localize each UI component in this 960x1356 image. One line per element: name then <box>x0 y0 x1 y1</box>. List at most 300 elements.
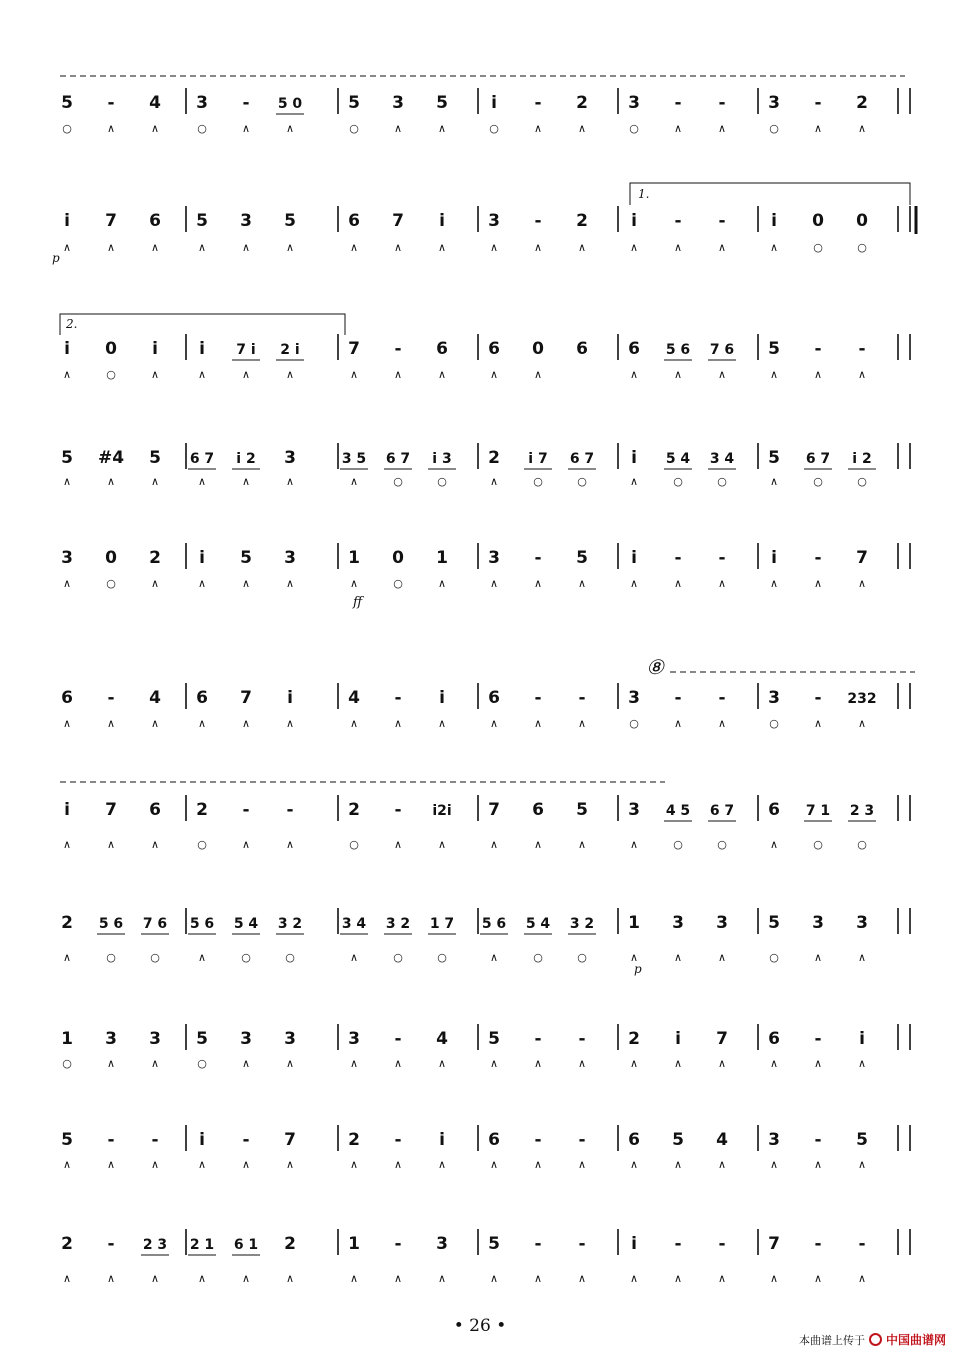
dash-mark: - <box>718 93 726 113</box>
accent-mark: ∧ <box>769 368 779 381</box>
open-bow-mark: ○ <box>813 838 823 851</box>
note: i <box>439 1130 445 1150</box>
accent-mark: ∧ <box>437 577 447 590</box>
note: 7 <box>240 688 252 708</box>
open-bow-mark: ○ <box>285 951 295 964</box>
accent-mark: ∧ <box>437 1272 447 1285</box>
note: 5 <box>240 548 252 568</box>
accent-mark: ∧ <box>673 577 683 590</box>
open-bow-mark: ○ <box>673 838 683 851</box>
note: 0 <box>532 339 544 359</box>
note: 5 <box>284 211 296 231</box>
accent-mark: ∧ <box>197 1158 207 1171</box>
accent-mark: ∧ <box>629 475 639 488</box>
note: 5 <box>768 339 780 359</box>
accent-mark: ∧ <box>437 368 447 381</box>
note: 3 <box>628 93 640 113</box>
note: 2 <box>628 1029 640 1049</box>
accent-mark: ∧ <box>769 241 779 254</box>
note: 6 1 <box>233 1237 259 1253</box>
note: i 2 <box>852 451 872 467</box>
accent-mark: ∧ <box>489 475 499 488</box>
accent-mark: ∧ <box>717 951 727 964</box>
note: 6 <box>628 339 640 359</box>
accent-mark: ∧ <box>857 368 867 381</box>
note: 5 <box>348 93 360 113</box>
page-number: • 26 • <box>453 1316 507 1336</box>
open-bow-mark: ○ <box>813 241 823 254</box>
open-bow-mark: ○ <box>106 368 116 381</box>
dash-mark: - <box>242 800 250 820</box>
note: 6 <box>628 1130 640 1150</box>
note: 5 <box>149 448 161 468</box>
note: 5 4 <box>525 916 551 932</box>
accent-mark: ∧ <box>717 1057 727 1070</box>
accent-mark: ∧ <box>489 717 499 730</box>
accent-mark: ∧ <box>62 717 72 730</box>
accent-mark: ∧ <box>489 368 499 381</box>
note: 6 <box>768 800 780 820</box>
note: 3 5 <box>341 451 367 467</box>
note: 3 <box>768 688 780 708</box>
dash-mark: - <box>718 688 726 708</box>
accent-mark: ∧ <box>349 1272 359 1285</box>
accent-mark: ∧ <box>150 1272 160 1285</box>
note: 6 7 <box>385 451 411 467</box>
open-bow-mark: ○ <box>393 577 403 590</box>
accent-mark: ∧ <box>349 577 359 590</box>
open-bow-mark: ○ <box>150 951 160 964</box>
dash-mark: - <box>578 688 586 708</box>
open-bow-mark: ○ <box>577 951 587 964</box>
accent-mark: ∧ <box>577 838 587 851</box>
note: 3 <box>628 800 640 820</box>
accent-mark: ∧ <box>106 717 116 730</box>
note: 6 <box>532 800 544 820</box>
note: 5 <box>196 211 208 231</box>
note: i <box>771 211 777 231</box>
note: 5 4 <box>233 916 259 932</box>
dash-mark: - <box>814 93 822 113</box>
dash-mark: - <box>578 1130 586 1150</box>
dash-mark: - <box>814 1029 822 1049</box>
accent-mark: ∧ <box>349 951 359 964</box>
upload-credit: 本曲谱上传于 <box>798 1333 865 1347</box>
accent-mark: ∧ <box>393 1057 403 1070</box>
accent-mark: ∧ <box>769 1057 779 1070</box>
accent-mark: ∧ <box>197 368 207 381</box>
accent-mark: ∧ <box>769 1158 779 1171</box>
accent-mark: ∧ <box>62 838 72 851</box>
dash-mark: - <box>286 800 294 820</box>
accent-mark: ∧ <box>857 122 867 135</box>
open-bow-mark: ○ <box>769 122 779 135</box>
note: 3 <box>392 93 404 113</box>
note: i <box>631 1234 637 1254</box>
accent-mark: ∧ <box>285 122 295 135</box>
accent-mark: ∧ <box>106 838 116 851</box>
accent-mark: ∧ <box>197 475 207 488</box>
accent-mark: ∧ <box>150 1057 160 1070</box>
note: 7 <box>856 548 868 568</box>
accent-mark: ∧ <box>393 1158 403 1171</box>
note: 232 <box>847 691 877 707</box>
dash-mark: - <box>534 93 542 113</box>
note: 6 <box>61 688 73 708</box>
dash-mark: - <box>534 1029 542 1049</box>
open-bow-mark: ○ <box>717 475 727 488</box>
accent-mark: ∧ <box>197 1272 207 1285</box>
accent-mark: ∧ <box>857 1057 867 1070</box>
dash-mark: - <box>674 548 682 568</box>
note: 4 <box>436 1029 448 1049</box>
open-bow-mark: ○ <box>349 838 359 851</box>
dash-mark: - <box>394 688 402 708</box>
accent-mark: ∧ <box>717 368 727 381</box>
accent-mark: ∧ <box>857 577 867 590</box>
note: 5 6 <box>98 916 124 932</box>
accent-mark: ∧ <box>629 368 639 381</box>
note: 5 <box>61 448 73 468</box>
accent-mark: ∧ <box>629 838 639 851</box>
accent-mark: ∧ <box>769 838 779 851</box>
accent-mark: ∧ <box>349 717 359 730</box>
accent-mark: ∧ <box>285 241 295 254</box>
accent-mark: ∧ <box>241 368 251 381</box>
dash-mark: - <box>814 688 822 708</box>
note: 7 <box>105 800 117 820</box>
note: 0 <box>392 548 404 568</box>
accent-mark: ∧ <box>673 717 683 730</box>
accent-mark: ∧ <box>241 475 251 488</box>
accent-mark: ∧ <box>489 838 499 851</box>
accent-mark: ∧ <box>393 1272 403 1285</box>
note: 3 2 <box>385 916 411 932</box>
note: 5 <box>196 1029 208 1049</box>
accent-mark: ∧ <box>629 951 639 964</box>
accent-mark: ∧ <box>106 241 116 254</box>
note: 7 <box>768 1234 780 1254</box>
accent-mark: ∧ <box>629 1057 639 1070</box>
accent-mark: ∧ <box>393 122 403 135</box>
note: 2 <box>348 1130 360 1150</box>
rehearsal-mark: ⑧ <box>646 655 664 679</box>
dash-mark: - <box>674 211 682 231</box>
accent-mark: ∧ <box>577 1272 587 1285</box>
accent-mark: ∧ <box>769 577 779 590</box>
note: 3 <box>488 211 500 231</box>
accent-mark: ∧ <box>62 1158 72 1171</box>
accent-mark: ∧ <box>673 1158 683 1171</box>
note: 3 <box>284 1029 296 1049</box>
note: i <box>859 1029 865 1049</box>
accent-mark: ∧ <box>857 717 867 730</box>
accent-mark: ∧ <box>349 475 359 488</box>
accent-mark: ∧ <box>813 368 823 381</box>
accent-mark: ∧ <box>673 1272 683 1285</box>
accent-mark: ∧ <box>533 1057 543 1070</box>
note: 6 <box>149 211 161 231</box>
open-bow-mark: ○ <box>577 475 587 488</box>
note: 6 <box>576 339 588 359</box>
note: 3 <box>488 548 500 568</box>
open-bow-mark: ○ <box>62 1057 72 1070</box>
dynamic-mark: p <box>634 962 642 976</box>
note: i 3 <box>432 451 452 467</box>
accent-mark: ∧ <box>106 122 116 135</box>
accent-mark: ∧ <box>393 241 403 254</box>
open-bow-mark: ○ <box>393 951 403 964</box>
accent-mark: ∧ <box>717 717 727 730</box>
note: 1 7 <box>429 916 455 932</box>
note: 3 <box>768 93 780 113</box>
open-bow-mark: ○ <box>197 838 207 851</box>
open-bow-mark: ○ <box>857 241 867 254</box>
accent-mark: ∧ <box>813 1057 823 1070</box>
note: 5 <box>768 913 780 933</box>
accent-mark: ∧ <box>241 1272 251 1285</box>
open-bow-mark: ○ <box>769 717 779 730</box>
accent-mark: ∧ <box>285 475 295 488</box>
accent-mark: ∧ <box>769 1272 779 1285</box>
note: 2 3 <box>849 803 875 819</box>
open-bow-mark: ○ <box>629 717 639 730</box>
open-bow-mark: ○ <box>437 951 447 964</box>
note: 6 <box>348 211 360 231</box>
accent-mark: ∧ <box>489 577 499 590</box>
note: 6 7 <box>805 451 831 467</box>
accent-mark: ∧ <box>489 1158 499 1171</box>
note: 5 <box>488 1234 500 1254</box>
note: i <box>64 211 70 231</box>
accent-mark: ∧ <box>285 368 295 381</box>
note: 5 0 <box>277 96 303 112</box>
accent-mark: ∧ <box>150 368 160 381</box>
note: i <box>631 211 637 231</box>
note: 5 <box>61 93 73 113</box>
accent-mark: ∧ <box>533 1158 543 1171</box>
accent-mark: ∧ <box>489 951 499 964</box>
dash-mark: - <box>718 548 726 568</box>
open-bow-mark: ○ <box>769 951 779 964</box>
note: 7 <box>348 339 360 359</box>
note: 6 <box>149 800 161 820</box>
open-bow-mark: ○ <box>241 951 251 964</box>
accent-mark: ∧ <box>813 1272 823 1285</box>
dynamic-mark: p <box>52 251 60 265</box>
note: 5 <box>768 448 780 468</box>
dash-mark: - <box>858 339 866 359</box>
note: 3 <box>61 548 73 568</box>
note: i <box>64 800 70 820</box>
note: i <box>287 688 293 708</box>
accent-mark: ∧ <box>533 1272 543 1285</box>
dash-mark: - <box>814 1130 822 1150</box>
dash-mark: - <box>534 1234 542 1254</box>
open-bow-mark: ○ <box>106 951 116 964</box>
accent-mark: ∧ <box>393 838 403 851</box>
note: 2 <box>61 1234 73 1254</box>
accent-mark: ∧ <box>813 122 823 135</box>
accent-mark: ∧ <box>437 838 447 851</box>
accent-mark: ∧ <box>813 951 823 964</box>
volta-label: 1. <box>638 187 650 201</box>
note: 2 1 <box>189 1237 215 1253</box>
note: 7 <box>488 800 500 820</box>
accent-mark: ∧ <box>629 1272 639 1285</box>
open-bow-mark: ○ <box>489 122 499 135</box>
dash-mark: - <box>674 93 682 113</box>
dash-mark: - <box>858 1234 866 1254</box>
open-bow-mark: ○ <box>197 1057 207 1070</box>
accent-mark: ∧ <box>197 951 207 964</box>
open-bow-mark: ○ <box>629 122 639 135</box>
note: 3 <box>105 1029 117 1049</box>
dash-mark: - <box>107 93 115 113</box>
accent-mark: ∧ <box>150 717 160 730</box>
note: 2 <box>488 448 500 468</box>
accent-mark: ∧ <box>717 1158 727 1171</box>
note: 6 <box>488 339 500 359</box>
dash-mark: - <box>718 211 726 231</box>
accent-mark: ∧ <box>489 1272 499 1285</box>
accent-mark: ∧ <box>62 475 72 488</box>
accent-mark: ∧ <box>577 577 587 590</box>
open-bow-mark: ○ <box>393 475 403 488</box>
note: #4 <box>97 448 125 468</box>
note: 5 <box>576 548 588 568</box>
accent-mark: ∧ <box>197 241 207 254</box>
dash-mark: - <box>534 548 542 568</box>
accent-mark: ∧ <box>629 241 639 254</box>
note: i <box>64 339 70 359</box>
accent-mark: ∧ <box>629 577 639 590</box>
dash-mark: - <box>674 1234 682 1254</box>
accent-mark: ∧ <box>393 717 403 730</box>
note: i <box>771 548 777 568</box>
note: i <box>631 548 637 568</box>
note: 6 <box>436 339 448 359</box>
dash-mark: - <box>534 1130 542 1150</box>
accent-mark: ∧ <box>241 122 251 135</box>
note: 7 1 <box>805 803 831 819</box>
dash-mark: - <box>394 1130 402 1150</box>
accent-mark: ∧ <box>577 241 587 254</box>
note: 7 6 <box>709 342 735 358</box>
note: 1 <box>348 548 360 568</box>
accent-mark: ∧ <box>533 838 543 851</box>
accent-mark: ∧ <box>533 717 543 730</box>
note: 3 <box>284 548 296 568</box>
note: 3 <box>240 211 252 231</box>
note: 4 <box>149 93 161 113</box>
accent-mark: ∧ <box>629 1158 639 1171</box>
note: 3 <box>284 448 296 468</box>
note: 6 7 <box>189 451 215 467</box>
note: 5 6 <box>665 342 691 358</box>
note: 1 <box>436 548 448 568</box>
dash-mark: - <box>814 548 822 568</box>
note: 5 <box>488 1029 500 1049</box>
note: 6 <box>768 1029 780 1049</box>
note: 6 <box>488 1130 500 1150</box>
note: 4 <box>348 688 360 708</box>
open-bow-mark: ○ <box>533 951 543 964</box>
note: 2 3 <box>142 1237 168 1253</box>
dash-mark: - <box>534 211 542 231</box>
note: i <box>439 688 445 708</box>
accent-mark: ∧ <box>241 717 251 730</box>
dash-mark: - <box>107 1234 115 1254</box>
volta-label: 2. <box>66 317 78 331</box>
note: 3 <box>240 1029 252 1049</box>
note: 5 <box>672 1130 684 1150</box>
accent-mark: ∧ <box>197 577 207 590</box>
accent-mark: ∧ <box>489 241 499 254</box>
accent-mark: ∧ <box>813 577 823 590</box>
accent-mark: ∧ <box>437 1158 447 1171</box>
note: 6 <box>196 688 208 708</box>
accent-mark: ∧ <box>197 717 207 730</box>
note: i2i <box>432 803 452 819</box>
accent-mark: ∧ <box>62 241 72 254</box>
dynamic-mark: ff <box>353 595 363 610</box>
note: 3 <box>672 913 684 933</box>
note: 2 <box>196 800 208 820</box>
note: 1 <box>628 913 640 933</box>
dash-mark: - <box>814 339 822 359</box>
accent-mark: ∧ <box>393 368 403 381</box>
dash-mark: - <box>242 1130 250 1150</box>
accent-mark: ∧ <box>150 122 160 135</box>
note: 5 6 <box>189 916 215 932</box>
open-bow-mark: ○ <box>813 475 823 488</box>
accent-mark: ∧ <box>673 122 683 135</box>
note: i <box>199 339 205 359</box>
dash-mark: - <box>242 93 250 113</box>
accent-mark: ∧ <box>489 1057 499 1070</box>
volta-bracket <box>60 314 345 335</box>
accent-mark: ∧ <box>106 1272 116 1285</box>
accent-mark: ∧ <box>577 1057 587 1070</box>
note: 0 <box>105 339 117 359</box>
note: 2 <box>61 913 73 933</box>
accent-mark: ∧ <box>241 577 251 590</box>
note: 3 4 <box>709 451 735 467</box>
accent-mark: ∧ <box>349 1158 359 1171</box>
accent-mark: ∧ <box>241 1057 251 1070</box>
note: i <box>675 1029 681 1049</box>
note: 5 <box>436 93 448 113</box>
note: i <box>439 211 445 231</box>
site-name: 中国曲谱网 <box>885 1333 946 1347</box>
note: 3 <box>856 913 868 933</box>
accent-mark: ∧ <box>857 1158 867 1171</box>
accent-mark: ∧ <box>857 951 867 964</box>
note: 6 7 <box>569 451 595 467</box>
accent-mark: ∧ <box>577 717 587 730</box>
dash-mark: - <box>107 688 115 708</box>
note: 3 2 <box>569 916 595 932</box>
accent-mark: ∧ <box>285 1158 295 1171</box>
dash-mark: - <box>394 800 402 820</box>
dash-mark: - <box>578 1029 586 1049</box>
note: i 7 <box>528 451 548 467</box>
note: i 2 <box>236 451 256 467</box>
note: i <box>491 93 497 113</box>
dash-mark: - <box>394 1234 402 1254</box>
note: 0 <box>105 548 117 568</box>
